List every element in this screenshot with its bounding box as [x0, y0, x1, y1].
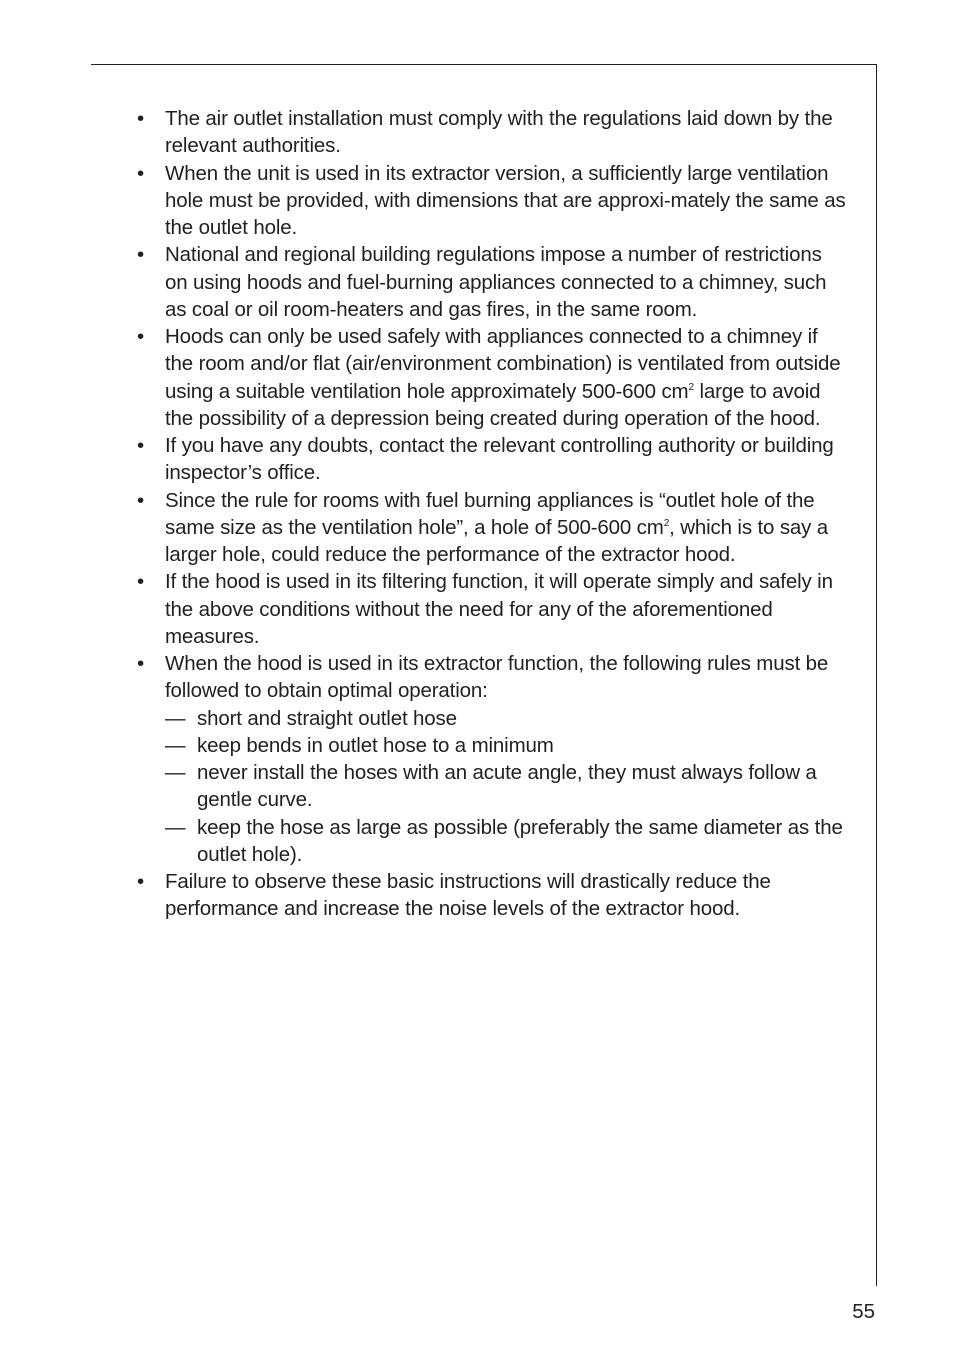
bullet-icon: •	[137, 870, 145, 893]
page-number: 55	[852, 1300, 875, 1323]
list-item-text: When the unit is used in its extractor version, a sufficiently large ventilation hole must be provided, with dimensions that are approxi-mately the same as the outlet hole.	[165, 161, 846, 239]
bullet-icon: •	[137, 243, 145, 267]
list-item-text-part: Hoods can only be used safely with appliances connected to a chimney if the room and/or flat (air/environment combination) is ventilated from outside using a suitable ventilation hole approximately 500-600 cm	[165, 325, 841, 403]
sub-list-item-text: keep the hose as large as possible (preferably the same diameter as the outlet hole).	[197, 815, 843, 866]
bullet-icon: •	[137, 488, 145, 512]
bullet-icon: •	[137, 652, 145, 675]
list-item-text: If the hood is used in its filtering function, it will operate simply and safely in the above conditions without the need for any of the aforementioned measures.	[165, 570, 833, 648]
dash-icon: —	[165, 815, 186, 839]
bullet-icon: •	[137, 434, 145, 457]
bullet-icon: •	[137, 570, 145, 594]
right-rule	[876, 64, 877, 1286]
list-item-text-part: , which is to say a larger hole, could reduce the performance of the extractor hood.	[165, 515, 829, 566]
top-rule	[91, 64, 877, 65]
list-item	[137, 160, 849, 242]
sub-list-item	[137, 759, 849, 814]
list-item	[137, 241, 849, 323]
list-item	[137, 432, 849, 487]
sub-list-item-text: short and straight outlet hose	[197, 706, 457, 730]
bullet-icon: •	[137, 161, 145, 185]
bullet-icon: •	[137, 107, 145, 130]
instruction-list	[137, 105, 849, 923]
dash-icon: —	[165, 706, 186, 730]
superscript: 2	[688, 381, 694, 393]
list-item	[137, 650, 849, 705]
list-item-text-part: Since the rule for rooms with fuel burning appliances is “outlet hole of the same size as the ventilation hole”, a hole of 500-600 cm	[165, 488, 815, 539]
dash-icon: —	[165, 761, 186, 784]
list-item	[137, 568, 849, 650]
bullet-icon: •	[137, 325, 145, 348]
list-item-text: The air outlet installation must comply with the regulations laid down by the relevant authorities.	[165, 107, 833, 158]
list-item-text-part: large to avoid the possibility of a depression being created during operation of the hood.	[165, 379, 821, 430]
list-item-text: National and regional building regulations impose a number of restrictions on using hoods and fuel-burning appliances connected to a chimney, such as coal or oil room-heaters and gas fires, in the same room.	[165, 243, 827, 321]
sub-list-item-text: keep bends in outlet hose to a minimum	[197, 733, 554, 757]
list-item	[137, 323, 849, 432]
sub-list-item	[137, 814, 849, 869]
sub-list-item	[137, 705, 849, 732]
list-item-text: Failure to observe these basic instructions will drastically reduce the performance and increase the noise levels of the extractor hood.	[165, 870, 771, 921]
list-item-text: If you have any doubts, contact the relevant controlling authority or building inspector’s office.	[165, 434, 834, 485]
list-item	[137, 105, 849, 160]
sub-list-item-text: never install the hoses with an acute angle, they must always follow a gentle curve.	[197, 761, 817, 812]
sub-list-item	[137, 732, 849, 759]
superscript: 2	[663, 517, 670, 529]
list-item	[137, 487, 849, 569]
dash-icon: —	[165, 733, 186, 757]
list-item-text: When the hood is used in its extractor function, the following rules must be followed to obtain optimal operation:	[165, 652, 829, 703]
list-item	[137, 868, 849, 923]
